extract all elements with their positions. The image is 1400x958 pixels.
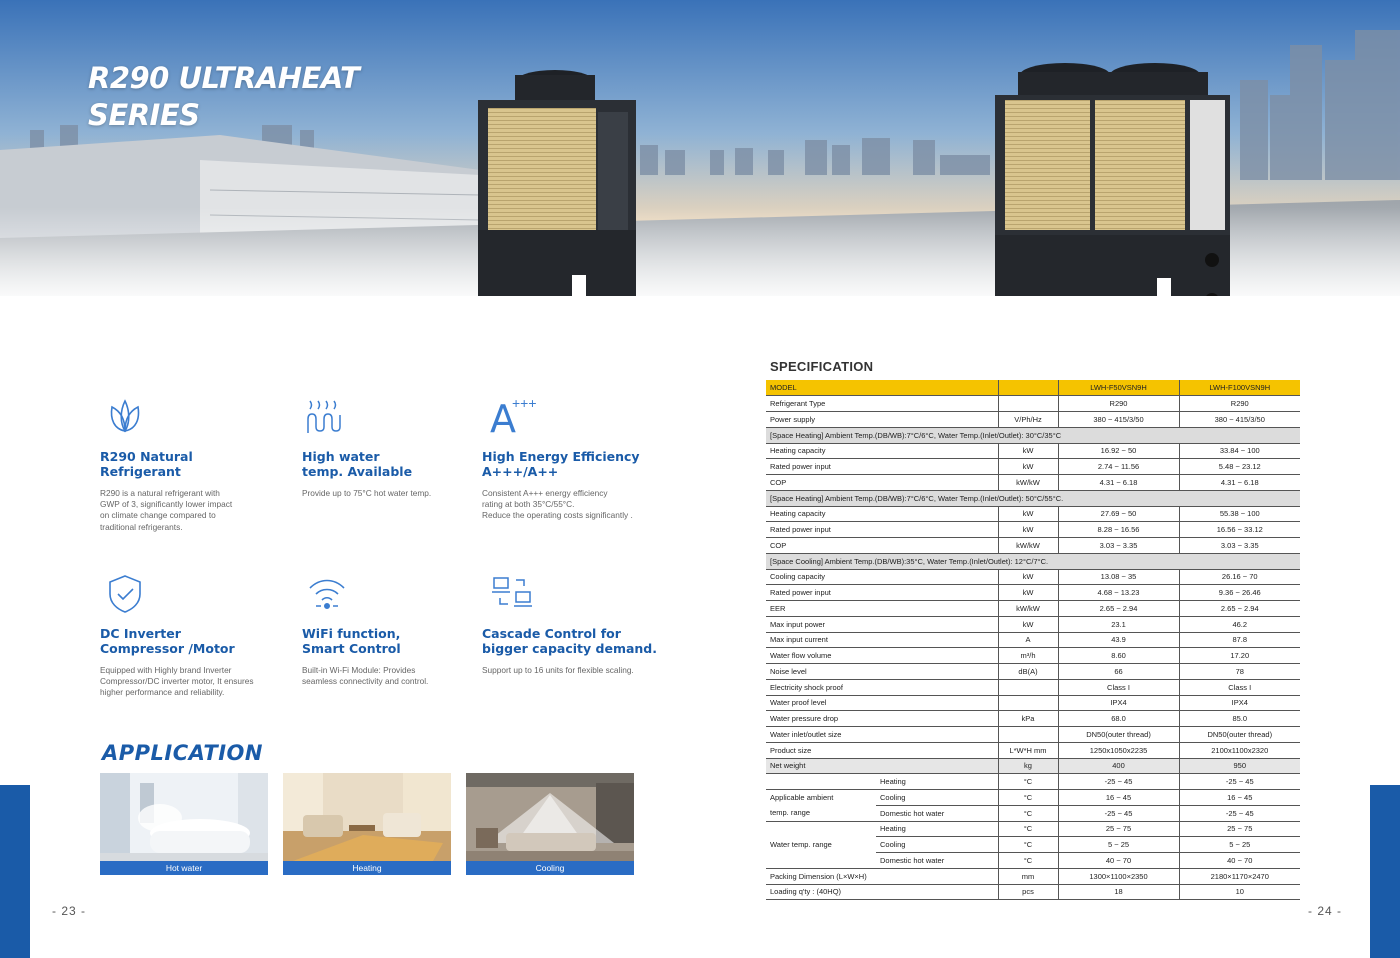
table-cell: 85.0	[1179, 711, 1300, 727]
table-cell: Packing Dimension (L×W×H)	[766, 868, 998, 884]
table-row	[766, 601, 1300, 617]
table-cell: 950	[1179, 758, 1300, 774]
table-cell: Class I	[1058, 679, 1179, 695]
table-cell: 16.92 ~ 50	[1058, 443, 1179, 459]
application-card-cooling	[466, 773, 634, 875]
table-cell: COP	[766, 538, 998, 554]
table-row	[766, 774, 1300, 790]
table-cell: °C	[998, 774, 1058, 790]
table-row	[766, 805, 1300, 821]
table-cell: 26.16 ~ 70	[1179, 569, 1300, 585]
table-cell: -25 ~ 45	[1058, 805, 1179, 821]
table-cell: 27.69 ~ 50	[1058, 506, 1179, 522]
table-cell	[766, 853, 876, 869]
table-row	[766, 632, 1300, 648]
table-row	[766, 538, 1300, 554]
energy-rating-icon: A +++	[490, 395, 537, 441]
table-cell: 10	[1179, 884, 1300, 900]
table-cell: 17.20	[1179, 648, 1300, 664]
table-cell: 3.03 ~ 3.35	[1058, 538, 1179, 554]
application-card-hot-water	[100, 773, 268, 875]
table-cell: Rated power input	[766, 459, 998, 475]
table-cell: Water proof level	[766, 695, 998, 711]
table-cell: Noise level	[766, 664, 998, 680]
application-card-heating	[283, 773, 451, 875]
table-row	[766, 758, 1300, 774]
table-cell: °C	[998, 821, 1058, 837]
feature-high-water-temp	[302, 393, 477, 499]
table-cell	[998, 679, 1058, 695]
table-cell: DN50(outer thread)	[1179, 727, 1300, 743]
heat-waves-icon	[302, 393, 477, 441]
table-cell: 380 ~ 415/3/50	[1058, 412, 1179, 428]
feature-description: Provide up to 75°C hot water temp.	[302, 488, 432, 498]
table-cell: [Space Heating] Ambient Temp.(DB/WB):7°C/6°C, Water Temp.(Inlet/Outlet): 50°C/55°C.	[766, 490, 1300, 506]
feature-title: R290 Natural Refrigerant	[100, 449, 193, 479]
table-cell: °C	[998, 805, 1058, 821]
table-cell: V/Ph/Hz	[998, 412, 1058, 428]
table-cell: Domestic hot water	[876, 853, 998, 869]
table-row	[766, 412, 1300, 428]
table-cell: m³/h	[998, 648, 1058, 664]
table-cell	[998, 396, 1058, 412]
table-cell: 87.8	[1179, 632, 1300, 648]
table-cell: MODEL	[766, 380, 998, 396]
table-cell: mm	[998, 868, 1058, 884]
table-row	[766, 821, 1300, 837]
table-row	[766, 837, 1300, 853]
table-cell: Cooling capacity	[766, 569, 998, 585]
table-cell: Max input current	[766, 632, 998, 648]
table-cell: 380 ~ 415/3/50	[1179, 412, 1300, 428]
table-cell: kW/kW	[998, 475, 1058, 491]
table-cell: 46.2	[1179, 616, 1300, 632]
table-cell	[998, 380, 1058, 396]
table-cell: kPa	[998, 711, 1058, 727]
table-row	[766, 790, 1300, 806]
table-cell: Refrigerant Type	[766, 396, 998, 412]
feature-description: Consistent A+++ energy efficiency rating at both 35°C/55°C. Reduce the operating costs significantly .	[482, 488, 633, 521]
table-row	[766, 490, 1300, 506]
table-cell: 33.84 ~ 100	[1179, 443, 1300, 459]
table-cell: 3.03 ~ 3.35	[1179, 538, 1300, 554]
table-cell: 9.36 ~ 26.46	[1179, 585, 1300, 601]
table-cell: 25 ~ 75	[1058, 821, 1179, 837]
heat-pump-unit-small	[478, 70, 636, 296]
table-cell: 40 ~ 70	[1179, 853, 1300, 869]
table-cell: kW	[998, 506, 1058, 522]
application-label: Hot water	[100, 861, 268, 875]
table-cell: 1300×1100×2350	[1058, 868, 1179, 884]
table-cell: 2.65 ~ 2.94	[1179, 601, 1300, 617]
table-cell: 8.60	[1058, 648, 1179, 664]
cascade-icon	[482, 570, 657, 618]
feature-title: High water temp. Available	[302, 449, 413, 479]
table-cell: °C	[998, 837, 1058, 853]
table-cell: 40 ~ 70	[1058, 853, 1179, 869]
table-cell: 55.38 ~ 100	[1179, 506, 1300, 522]
feature-title: WiFi function, Smart Control	[302, 626, 401, 656]
table-row	[766, 553, 1300, 569]
table-cell: kW	[998, 569, 1058, 585]
specification-table	[766, 380, 1300, 900]
table-cell: 2180×1170×2470	[1179, 868, 1300, 884]
table-row	[766, 711, 1300, 727]
heat-pump-unit-large	[995, 63, 1230, 296]
table-cell	[766, 821, 876, 837]
table-cell: temp. range	[766, 805, 876, 821]
table-cell: -25 ~ 45	[1179, 774, 1300, 790]
table-cell: 23.1	[1058, 616, 1179, 632]
table-cell: Water temp. range	[770, 840, 832, 850]
table-cell: -25 ~ 45	[1058, 774, 1179, 790]
table-cell: IPX4	[1058, 695, 1179, 711]
series-title-line2: SERIES	[88, 98, 200, 132]
living-room-warm-photo	[283, 773, 451, 861]
table-row	[766, 585, 1300, 601]
table-row	[766, 459, 1300, 475]
table-row	[766, 742, 1300, 758]
table-row	[766, 695, 1300, 711]
table-cell: Product size	[766, 742, 998, 758]
table-cell: Cooling	[876, 790, 998, 806]
table-cell: 2.74 ~ 11.56	[1058, 459, 1179, 475]
table-row	[766, 522, 1300, 538]
table-cell: Water pressure drop	[766, 711, 998, 727]
table-cell: Domestic hot water	[876, 805, 998, 821]
table-cell: Water flow volume	[766, 648, 998, 664]
hero-banner	[0, 0, 1400, 296]
page-number-right: - 24 -	[1308, 904, 1343, 918]
table-cell: °C	[998, 790, 1058, 806]
feature-title: High Energy Efficiency A+++/A++	[482, 449, 640, 479]
table-cell: kW	[998, 616, 1058, 632]
table-row	[766, 475, 1300, 491]
feature-dc-inverter	[100, 570, 275, 699]
application-label: Heating	[283, 861, 451, 875]
table-cell: -25 ~ 45	[1179, 805, 1300, 821]
table-cell: Heating capacity	[766, 443, 998, 459]
feature-description: R290 is a natural refrigerant with GWP of 3, significantly lower impact on climate change compared to traditional refrigerants.	[100, 488, 233, 532]
series-title-line1: R290 ULTRAHEAT	[88, 61, 360, 95]
right-accent-bar	[1370, 785, 1400, 958]
feature-energy-efficiency	[482, 393, 657, 522]
table-cell: A	[998, 632, 1058, 648]
table-cell	[998, 727, 1058, 743]
table-cell: DN50(outer thread)	[1058, 727, 1179, 743]
shield-check-icon	[100, 570, 275, 618]
leaf-icon	[100, 393, 275, 441]
living-room-cool-photo	[466, 773, 634, 861]
table-cell: dB(A)	[998, 664, 1058, 680]
table-cell: [Space Heating] Ambient Temp.(DB/WB):7°C/6°C, Water Temp.(Inlet/Outlet): 30°C/35°C	[766, 427, 1300, 443]
table-cell: IPX4	[1179, 695, 1300, 711]
table-cell: Cooling	[876, 837, 998, 853]
table-cell: 2.65 ~ 2.94	[1058, 601, 1179, 617]
table-row	[766, 868, 1300, 884]
series-title	[88, 60, 359, 134]
table-row	[766, 884, 1300, 900]
table-cell: kW	[998, 585, 1058, 601]
table-cell: 5 ~ 25	[1058, 837, 1179, 853]
feature-wifi	[302, 570, 477, 687]
table-cell: 5 ~ 25	[1179, 837, 1300, 853]
table-cell: 8.28 ~ 16.56	[1058, 522, 1179, 538]
table-row	[766, 380, 1300, 396]
table-row	[766, 396, 1300, 412]
table-cell: Heating	[876, 821, 998, 837]
table-cell: Heating	[876, 774, 998, 790]
table-cell: 78	[1179, 664, 1300, 680]
table-cell: °C	[998, 853, 1058, 869]
table-cell: 43.9	[1058, 632, 1179, 648]
table-cell: L*W*H mm	[998, 742, 1058, 758]
table-cell: [Space Cooling] Ambient Temp.(DB/WB):35°C, Water Temp.(Inlet/Outlet): 12°C/7°C.	[766, 553, 1300, 569]
table-cell: 66	[1058, 664, 1179, 680]
table-cell: Rated power input	[766, 522, 998, 538]
table-cell: 1250x1050x2235	[1058, 742, 1179, 758]
table-cell: Electricity shock proof	[766, 679, 998, 695]
table-cell: 16 ~ 45	[1058, 790, 1179, 806]
feature-cascade	[482, 570, 657, 676]
page-number-left: - 23 -	[52, 904, 87, 918]
table-cell: R290	[1179, 396, 1300, 412]
table-cell: 5.48 ~ 23.12	[1179, 459, 1300, 475]
wifi-icon	[302, 570, 477, 618]
table-cell: 4.31 ~ 6.18	[1058, 475, 1179, 491]
table-row	[766, 569, 1300, 585]
table-cell: EER	[766, 601, 998, 617]
table-row	[766, 648, 1300, 664]
application-heading: APPLICATION	[102, 741, 263, 765]
table-cell: 68.0	[1058, 711, 1179, 727]
table-cell: R290	[1058, 396, 1179, 412]
table-cell: 4.68 ~ 13.23	[1058, 585, 1179, 601]
table-cell: Water inlet/outlet size	[766, 727, 998, 743]
table-cell: kW	[998, 443, 1058, 459]
table-cell: LWH-F100VSN9H	[1179, 380, 1300, 396]
table-cell: Loading q'ty : (40HQ)	[766, 884, 998, 900]
table-cell: 18	[1058, 884, 1179, 900]
table-cell: 400	[1058, 758, 1179, 774]
table-cell: 13.08 ~ 35	[1058, 569, 1179, 585]
table-cell: 2100x1100x2320	[1179, 742, 1300, 758]
table-row	[766, 853, 1300, 869]
application-label: Cooling	[466, 861, 634, 875]
table-cell	[766, 774, 876, 790]
table-row	[766, 443, 1300, 459]
table-cell: LWH-F50VSN9H	[1058, 380, 1179, 396]
table-cell: kW	[998, 459, 1058, 475]
table-row	[766, 664, 1300, 680]
table-row	[766, 679, 1300, 695]
table-row	[766, 727, 1300, 743]
feature-title: Cascade Control for bigger capacity demand.	[482, 626, 657, 656]
table-cell: 25 ~ 75	[1179, 821, 1300, 837]
table-cell: kW	[998, 522, 1058, 538]
table-cell: COP	[766, 475, 998, 491]
rooftop-photo	[0, 0, 1400, 296]
table-cell: 4.31 ~ 6.18	[1179, 475, 1300, 491]
table-cell: pcs	[998, 884, 1058, 900]
table-row	[766, 506, 1300, 522]
table-cell	[998, 695, 1058, 711]
table-cell: Power supply	[766, 412, 998, 428]
feature-description: Equipped with Highly brand Inverter Compressor/DC inverter motor, It ensures higher performance and reliability.	[100, 665, 254, 698]
table-cell: 16 ~ 45	[1179, 790, 1300, 806]
left-accent-bar	[0, 785, 30, 958]
bathroom-photo	[100, 773, 268, 861]
table-cell: 16.56 ~ 33.12	[1179, 522, 1300, 538]
feature-refrigerant	[100, 393, 275, 533]
feature-title: DC Inverter Compressor /Motor	[100, 626, 235, 656]
feature-description: Support up to 16 units for flexible scaling.	[482, 665, 634, 675]
table-cell: kW/kW	[998, 601, 1058, 617]
table-cell: Applicable ambient	[770, 793, 834, 803]
feature-description: Built-in Wi-Fi Module: Provides seamless connectivity and control.	[302, 665, 429, 687]
table-cell: Max input power	[766, 616, 998, 632]
specification-heading: SPECIFICATION	[770, 359, 874, 374]
table-cell: kg	[998, 758, 1058, 774]
table-cell: Class I	[1179, 679, 1300, 695]
table-cell: Heating capacity	[766, 506, 998, 522]
table-cell: Rated power input	[766, 585, 998, 601]
table-cell: kW/kW	[998, 538, 1058, 554]
table-cell: Net weight	[766, 758, 998, 774]
table-row	[766, 616, 1300, 632]
table-row	[766, 427, 1300, 443]
